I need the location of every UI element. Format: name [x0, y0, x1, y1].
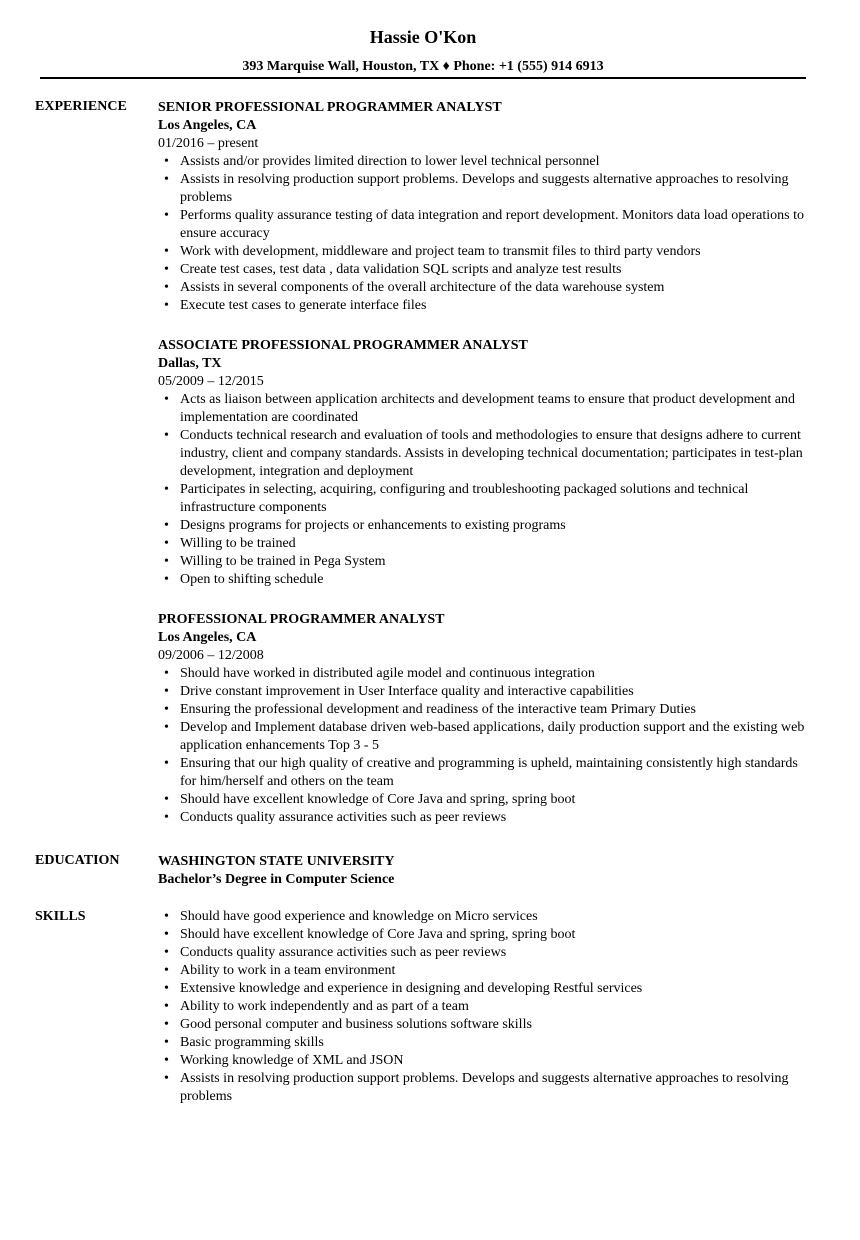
list-item [158, 944, 813, 962]
list-item [158, 535, 813, 553]
skills-list [158, 908, 813, 1106]
list-item [158, 701, 813, 719]
bullet-icon: • [164, 154, 169, 169]
bullet-icon: • [164, 927, 169, 942]
bullet-icon: • [164, 172, 169, 187]
list-item-text: Should have good experience and knowledge on Micro services [180, 909, 538, 924]
list-item-text: Should have excellent knowledge of Core Java and spring, spring boot [180, 927, 576, 942]
list-item-text: Conducts quality assurance activities such as peer reviews [180, 810, 507, 825]
experience-heading: EXPERIENCE [35, 99, 127, 114]
list-item-text: Ability to work in a team environment [180, 963, 396, 978]
job-duties-list [158, 665, 813, 827]
list-item [158, 171, 813, 207]
job-title: ASSOCIATE PROFESSIONAL PROGRAMMER ANALYST [158, 338, 528, 353]
list-item [158, 1034, 813, 1052]
list-item-text: Ensuring that our high quality of creative and programming is upheld, maintaining consistently high standards for him/herself and others on the team [180, 756, 798, 789]
list-item-text: Open to shifting schedule [180, 572, 324, 587]
skills-heading: SKILLS [35, 909, 86, 924]
list-item [158, 207, 813, 243]
list-item [158, 755, 813, 791]
list-item-text: Working knowledge of XML and JSON [180, 1053, 404, 1068]
bullet-icon: • [164, 756, 169, 771]
list-item [158, 980, 813, 998]
list-item [158, 683, 813, 701]
education-heading: EDUCATION [35, 853, 120, 868]
bullet-icon: • [164, 298, 169, 313]
job-dates: 05/2009 – 12/2015 [158, 374, 264, 389]
bullet-icon: • [164, 999, 169, 1014]
bullet-icon: • [164, 1035, 169, 1050]
list-item-text: Ensuring the professional development and readiness of the interactive team Primary Duties [180, 702, 696, 717]
list-item-text: Execute test cases to generate interface files [180, 298, 427, 313]
bullet-icon: • [164, 666, 169, 681]
list-item [158, 1016, 813, 1034]
bullet-icon: • [164, 963, 169, 978]
bullet-icon: • [164, 981, 169, 996]
job-location: Los Angeles, CA [158, 630, 257, 645]
bullet-icon: • [164, 572, 169, 587]
list-item-text: Willing to be trained in Pega System [180, 554, 386, 569]
list-item-text: Good personal computer and business solutions software skills [180, 1017, 532, 1032]
list-item-text: Drive constant improvement in User Interface quality and interactive capabilities [180, 684, 634, 699]
bullet-icon: • [164, 536, 169, 551]
list-item [158, 553, 813, 571]
job-duties-list [158, 391, 813, 589]
list-item [158, 391, 813, 427]
list-item-text: Acts as liaison between application architects and development teams to ensure that product development and implementation are coordinated [180, 392, 796, 425]
job-duties-list [158, 153, 813, 315]
bullet-icon: • [164, 1053, 169, 1068]
list-item-text: Develop and Implement database driven web-based applications, daily production support and the existing web application enhancements Top 3 - 5 [180, 720, 805, 753]
job-entry-2 [158, 337, 813, 589]
job-entry-1 [158, 99, 813, 315]
list-item-text: Should have excellent knowledge of Core Java and spring, spring boot [180, 792, 576, 807]
list-item [158, 791, 813, 809]
candidate-name: Hassie O'Kon [369, 27, 477, 47]
school-name: WASHINGTON STATE UNIVERSITY [158, 854, 395, 869]
list-item-text: Extensive knowledge and experience in designing and developing Restful services [180, 981, 643, 996]
list-item [158, 261, 813, 279]
contact-line: 393 Marquise Wall, Houston, TX ♦ Phone: +1 (555) 914 6913 [242, 59, 604, 74]
education-entry [158, 853, 813, 889]
bullet-icon: • [164, 684, 169, 699]
list-item [158, 571, 813, 589]
job-dates: 09/2006 – 12/2008 [158, 648, 264, 663]
bullet-icon: • [164, 428, 169, 443]
job-location: Dallas, TX [158, 356, 222, 371]
list-item [158, 1070, 813, 1106]
list-item [158, 962, 813, 980]
list-item [158, 427, 813, 481]
job-title: SENIOR PROFESSIONAL PROGRAMMER ANALYST [158, 100, 502, 115]
bullet-icon: • [164, 392, 169, 407]
bullet-icon: • [164, 909, 169, 924]
list-item-text: Conducts quality assurance activities such as peer reviews [180, 945, 507, 960]
list-item-text: Ability to work independently and as part of a team [180, 999, 469, 1014]
list-item [158, 279, 813, 297]
list-item-text: Should have worked in distributed agile model and continuous integration [180, 666, 595, 681]
list-item-text: Assists in resolving production support problems. Develops and suggests alternative approaches to resolving problems [180, 1071, 789, 1104]
job-dates: 01/2016 – present [158, 136, 259, 151]
list-item-text: Assists and/or provides limited direction to lower level technical personnel [180, 154, 600, 169]
header-divider [40, 77, 806, 79]
list-item-text: Assists in resolving production support problems. Develops and suggests alternative approaches to resolving problems [180, 172, 789, 205]
bullet-icon: • [164, 702, 169, 717]
bullet-icon: • [164, 518, 169, 533]
bullet-icon: • [164, 810, 169, 825]
bullet-icon: • [164, 792, 169, 807]
list-item-text: Conducts technical research and evaluation of tools and methodologies to ensure that designs adhere to current industry, client and company standards. Assists in developing technical documentation; participates in test-plan development, integration and deployment [180, 428, 803, 479]
bullet-icon: • [164, 1071, 169, 1086]
list-item [158, 297, 813, 315]
job-location: Los Angeles, CA [158, 118, 257, 133]
list-item [158, 908, 813, 926]
list-item-text: Basic programming skills [180, 1035, 324, 1050]
list-item [158, 517, 813, 535]
bullet-icon: • [164, 945, 169, 960]
list-item-text: Performs quality assurance testing of data integration and report development. Monitors data load operations to ensure accuracy [180, 208, 804, 241]
list-item-text: Designs programs for projects or enhancements to existing programs [180, 518, 566, 533]
job-entry-3 [158, 611, 813, 827]
list-item-text: Assists in several components of the overall architecture of the data warehouse system [180, 280, 665, 295]
list-item [158, 481, 813, 517]
list-item [158, 926, 813, 944]
bullet-icon: • [164, 554, 169, 569]
list-item-text: Create test cases, test data , data validation SQL scripts and analyze test results [180, 262, 622, 277]
degree-name: Bachelor’s Degree in Computer Science [158, 872, 395, 887]
list-item-text: Participates in selecting, acquiring, configuring and troubleshooting packaged solutions and technical infrastructure components [180, 482, 749, 515]
job-title: PROFESSIONAL PROGRAMMER ANALYST [158, 612, 445, 627]
bullet-icon: • [164, 482, 169, 497]
bullet-icon: • [164, 262, 169, 277]
list-item [158, 153, 813, 171]
bullet-icon: • [164, 280, 169, 295]
list-item [158, 719, 813, 755]
bullet-icon: • [164, 720, 169, 735]
list-item [158, 665, 813, 683]
list-item [158, 243, 813, 261]
list-item-text: Work with development, middleware and project team to transmit files to third party vendors [180, 244, 701, 259]
bullet-icon: • [164, 244, 169, 259]
list-item [158, 1052, 813, 1070]
list-item-text: Willing to be trained [180, 536, 296, 551]
list-item [158, 809, 813, 827]
skills-entry [158, 908, 813, 1106]
bullet-icon: • [164, 1017, 169, 1032]
bullet-icon: • [164, 208, 169, 223]
list-item [158, 998, 813, 1016]
